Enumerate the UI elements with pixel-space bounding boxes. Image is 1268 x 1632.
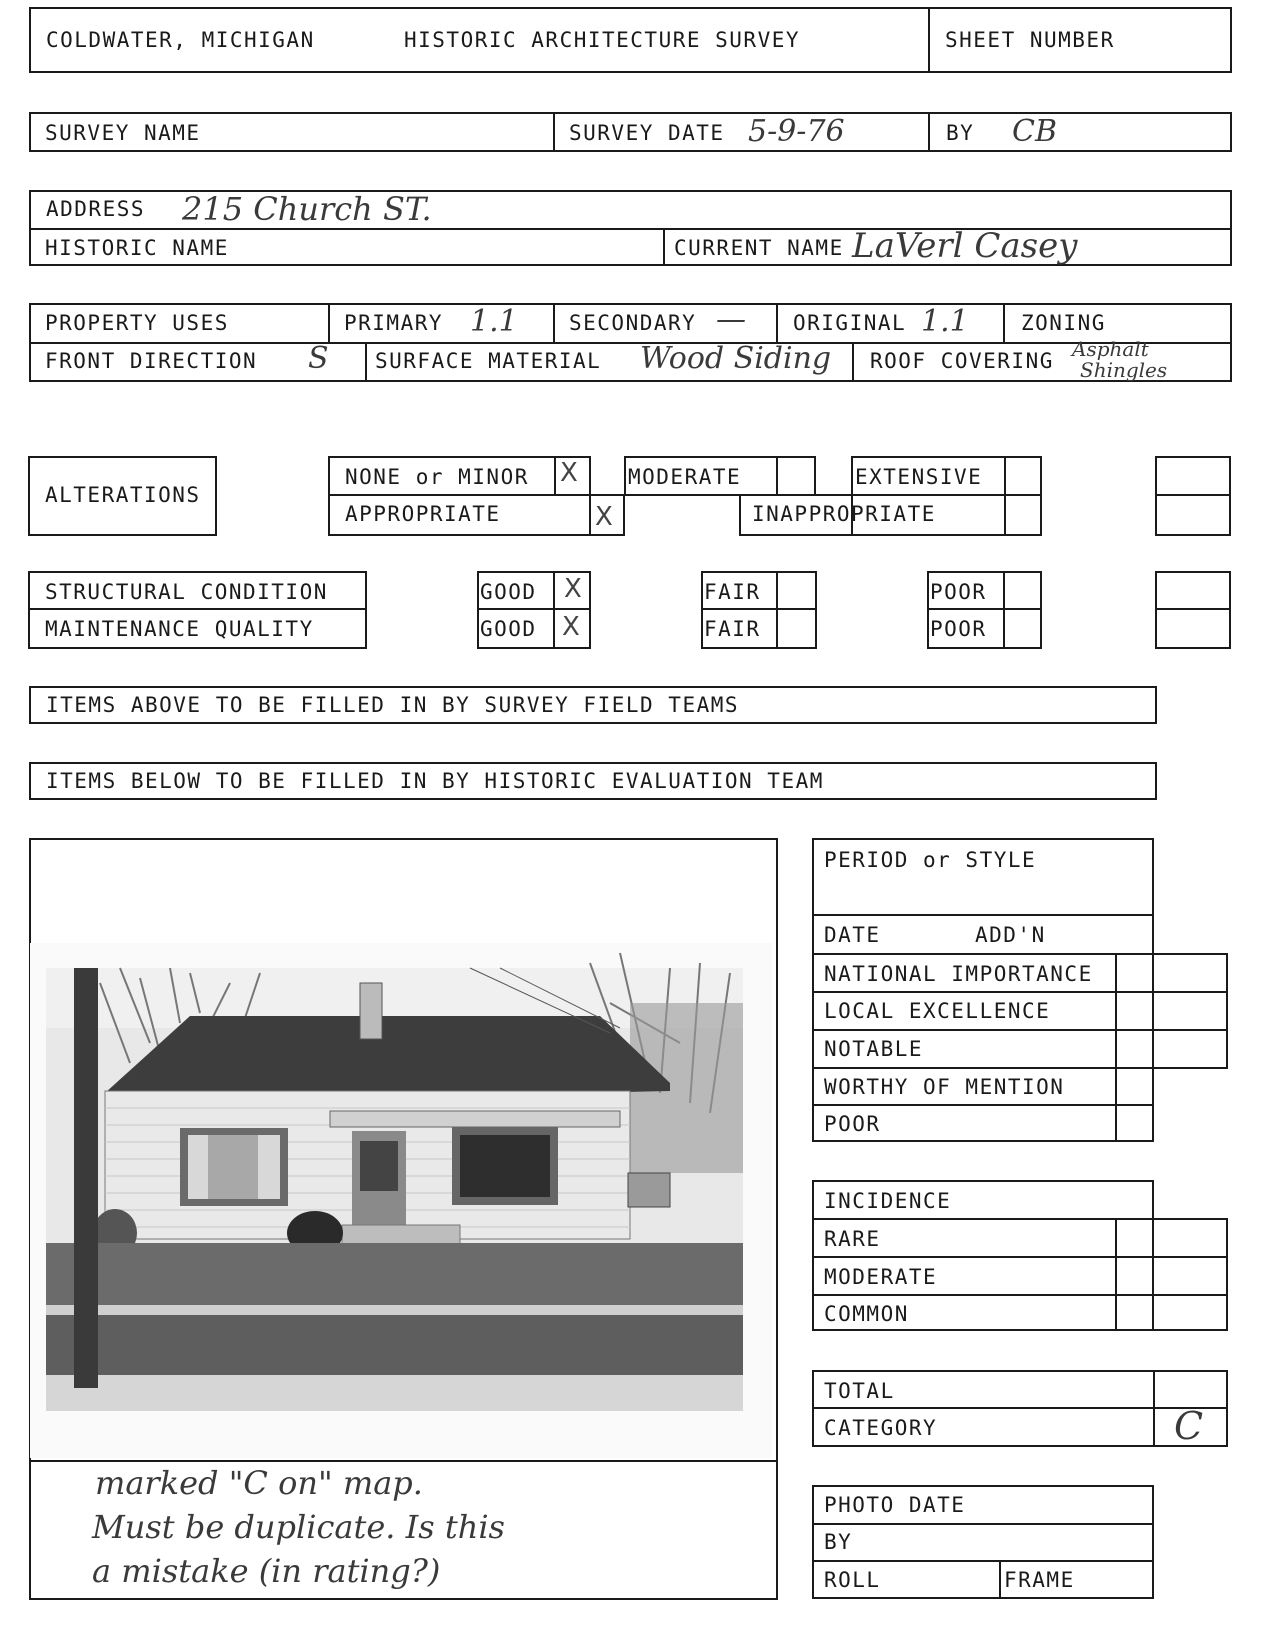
current-name-divider xyxy=(663,228,665,266)
date-label: DATE xyxy=(824,923,881,947)
eval-score-right xyxy=(1226,953,1228,1067)
prop-div-5 xyxy=(365,342,367,382)
structural-good: GOOD xyxy=(480,580,537,604)
sheet-number-label: SHEET NUMBER xyxy=(945,28,1115,52)
survey-by-value: CB xyxy=(1012,114,1057,149)
header-divider xyxy=(928,7,930,73)
alter-none-check-div xyxy=(554,456,556,494)
photo-info-rule-2 xyxy=(812,1560,1154,1562)
total-div xyxy=(1153,1370,1155,1447)
alter-moderate: MODERATE xyxy=(628,465,742,489)
alter-none-minor: NONE or MINOR xyxy=(345,465,529,489)
photo-info-frame-div xyxy=(999,1560,1001,1599)
primary-value: 1.1 xyxy=(470,304,518,339)
period-style-label: PERIOD or STYLE xyxy=(824,848,1037,872)
alter-inappropriate-left xyxy=(739,494,741,536)
category-label: CATEGORY xyxy=(824,1416,938,1440)
current-name-value: LaVerl Casey xyxy=(852,226,1078,266)
prop-div-2 xyxy=(553,303,555,342)
survey-divider-2 xyxy=(928,112,930,152)
secondary-label: SECONDARY xyxy=(569,311,697,335)
eval-rule-2 xyxy=(812,953,1228,955)
original-value: 1.1 xyxy=(921,304,969,339)
alter-score-rule xyxy=(1155,494,1231,496)
poor-div xyxy=(1003,571,1005,649)
prop-div-4 xyxy=(1003,303,1005,342)
property-rule xyxy=(29,342,1232,344)
roof-covering-value-1: Asphalt xyxy=(1072,337,1149,361)
zoning-label: ZONING xyxy=(1021,311,1106,335)
alter-none-minor-mark: X xyxy=(560,458,578,488)
common-label: COMMON xyxy=(824,1302,909,1326)
roof-covering-label: ROOF COVERING xyxy=(870,349,1054,373)
surface-material-value: Wood Siding xyxy=(640,341,832,376)
national-importance-label: NATIONAL IMPORTANCE xyxy=(824,962,1093,986)
address-label: ADDRESS xyxy=(46,197,146,221)
total-rule xyxy=(812,1407,1228,1409)
addn-label: ADD'N xyxy=(975,923,1046,947)
alterations-label: ALTERATIONS xyxy=(45,483,201,507)
alter-inappropriate-bottom xyxy=(739,534,1042,536)
good-div xyxy=(553,571,555,649)
maintenance-good: GOOD xyxy=(480,617,537,641)
alter-extensive-div xyxy=(1004,456,1006,536)
address-value: 215 Church ST. xyxy=(182,190,432,228)
condition-score-rule xyxy=(1155,608,1231,610)
fair-rule xyxy=(701,608,817,610)
roll-label: ROLL xyxy=(824,1568,881,1592)
above-note: ITEMS ABOVE TO BE FILLED IN BY SURVEY FIELD TEAMS xyxy=(46,693,740,717)
eval-poor-label: POOR xyxy=(824,1112,881,1136)
surface-material-label: SURFACE MATERIAL xyxy=(375,349,602,373)
photo-date-label: PHOTO DATE xyxy=(824,1493,966,1517)
handwritten-note-line1: marked "C on" map. xyxy=(95,1464,423,1502)
structural-good-mark: X xyxy=(564,574,582,604)
survey-by-label: BY xyxy=(946,121,975,145)
photo-note-rule xyxy=(29,1460,778,1462)
survey-date-label: SURVEY DATE xyxy=(569,121,725,145)
house-photo-image xyxy=(30,943,772,1458)
poor-rule xyxy=(927,608,1042,610)
inc-rule-2 xyxy=(812,1256,1228,1258)
survey-date-value: 5-9-76 xyxy=(748,114,845,149)
alter-extensive: EXTENSIVE xyxy=(855,465,983,489)
total-label: TOTAL xyxy=(824,1379,895,1403)
maintenance-fair: FAIR xyxy=(704,617,761,641)
house-photo xyxy=(30,943,772,1458)
frame-label: FRAME xyxy=(1004,1568,1075,1592)
worthy-label: WORTHY OF MENTION xyxy=(824,1075,1065,1099)
condition-label-rule xyxy=(28,608,367,610)
property-uses-label: PROPERTY USES xyxy=(45,311,229,335)
alter-moderate-div xyxy=(776,456,778,496)
incidence-label: INCIDENCE xyxy=(824,1189,952,1213)
historic-name-label: HISTORIC NAME xyxy=(45,236,229,260)
original-label: ORIGINAL xyxy=(793,311,907,335)
survey-divider-1 xyxy=(553,112,555,152)
form-title: HISTORIC ARCHITECTURE SURVEY xyxy=(404,28,801,52)
handwritten-note-line3: a mistake (in rating?) xyxy=(92,1552,441,1590)
eval-rule-3 xyxy=(812,991,1228,993)
maintenance-quality-label: MAINTENANCE QUALITY xyxy=(45,617,314,641)
photo-info-rule-1 xyxy=(812,1523,1154,1525)
maintenance-good-mark: X xyxy=(562,612,580,642)
fair-div xyxy=(776,571,778,649)
alter-score-box xyxy=(1155,456,1231,536)
eval-rule-4 xyxy=(812,1029,1228,1031)
local-excellence-label: LOCAL EXCELLENCE xyxy=(824,999,1051,1023)
alter-appropriate-mark: X xyxy=(595,502,613,532)
inc-score-left xyxy=(1115,1218,1117,1331)
eval-rule-1 xyxy=(812,914,1154,916)
inc-moderate-label: MODERATE xyxy=(824,1265,938,1289)
front-direction-value: S xyxy=(308,341,329,376)
survey-name-label: SURVEY NAME xyxy=(45,121,201,145)
inc-rule-3 xyxy=(812,1294,1228,1296)
handwritten-note-line2: Must be duplicate. Is this xyxy=(92,1508,505,1546)
alter-appropriate: APPROPRIATE xyxy=(345,502,501,526)
rare-label: RARE xyxy=(824,1227,881,1251)
inc-score-right xyxy=(1226,1218,1228,1331)
alter-inappropriate: INAPPROPRIATE xyxy=(752,502,936,526)
city-label: COLDWATER, MICHIGAN xyxy=(46,28,315,52)
current-name-label: CURRENT NAME xyxy=(674,236,844,260)
condition-score-box xyxy=(1155,571,1231,649)
eval-rule-5 xyxy=(812,1067,1228,1069)
below-note: ITEMS BELOW TO BE FILLED IN BY HISTORIC EVALUATION TEAM xyxy=(46,769,824,793)
structural-fair: FAIR xyxy=(704,580,761,604)
structural-poor: POOR xyxy=(930,580,987,604)
alter-none-rule xyxy=(328,494,591,496)
photo-by-label: BY xyxy=(824,1530,853,1554)
inc-rule-1 xyxy=(812,1218,1228,1220)
front-direction-label: FRONT DIRECTION xyxy=(45,349,258,373)
primary-label: PRIMARY xyxy=(344,311,444,335)
alter-extensive-rule xyxy=(739,494,1042,496)
maintenance-poor: POOR xyxy=(930,617,987,641)
secondary-value: — xyxy=(716,302,746,337)
inc-rule-4 xyxy=(1115,1329,1228,1331)
eval-score-left xyxy=(1115,953,1117,1142)
eval-rule-6 xyxy=(812,1104,1154,1106)
notable-label: NOTABLE xyxy=(824,1037,924,1061)
prop-div-6 xyxy=(852,342,854,382)
category-value: C xyxy=(1174,1404,1204,1448)
prop-div-3 xyxy=(776,303,778,342)
good-rule xyxy=(477,608,591,610)
structural-condition-label: STRUCTURAL CONDITION xyxy=(45,580,328,604)
prop-div-1 xyxy=(328,303,330,342)
roof-covering-value-2: Shingles xyxy=(1080,358,1168,382)
